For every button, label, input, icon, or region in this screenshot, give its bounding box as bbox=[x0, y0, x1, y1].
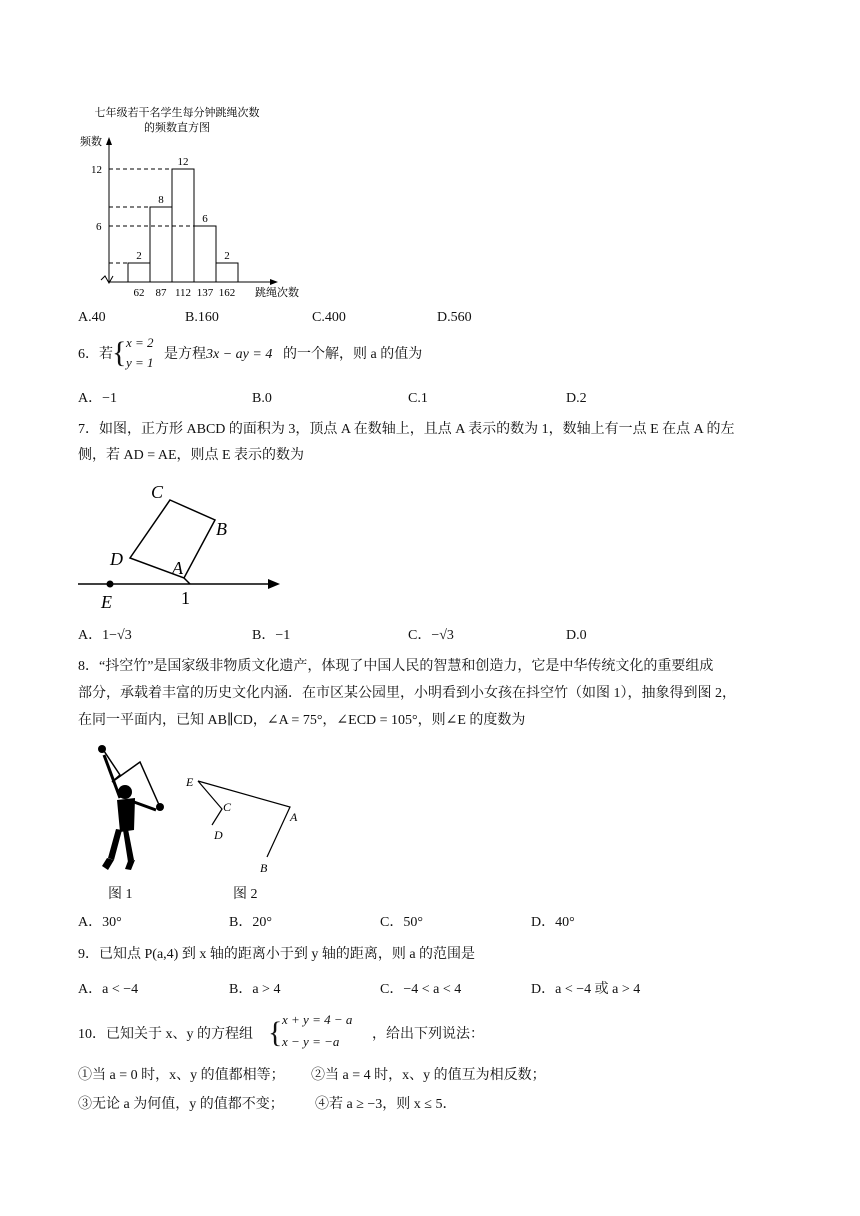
bar-62-87 bbox=[128, 263, 150, 282]
bar-137-162 bbox=[194, 226, 216, 282]
histogram-title-line1: 七年级若干名学生每分钟跳绳次数 bbox=[94, 107, 260, 119]
histogram-ylabel: 频数 bbox=[80, 136, 102, 148]
q10-system-line2: x − y = −a bbox=[282, 1034, 340, 1049]
label-c: C bbox=[151, 482, 164, 502]
fig2-label-c: C bbox=[223, 800, 232, 814]
q7-option-a[interactable]: A．1−√3 bbox=[78, 628, 132, 643]
y-axis-arrow bbox=[106, 137, 112, 145]
q7-option-c[interactable]: C．−√3 bbox=[408, 628, 454, 643]
histogram-title-line2: 的频数直方图 bbox=[144, 122, 210, 134]
q6-equation: 3x − ay = 4 bbox=[206, 347, 273, 362]
q8-option-b[interactable]: B．20° bbox=[229, 915, 272, 930]
xtick-137: 137 bbox=[196, 287, 214, 299]
fig2-label-a: A bbox=[290, 810, 298, 824]
q7-text-line2: 侧，若 AD = AE，则点 E 表示的数为 bbox=[78, 448, 305, 463]
q6-system-line1: x = 2 bbox=[126, 335, 154, 350]
point-a-to-axis bbox=[184, 578, 190, 584]
x-axis-arrow bbox=[270, 279, 278, 285]
q10-system-line1: x + y = 4 − a bbox=[282, 1012, 353, 1027]
histogram-figure bbox=[0, 0, 320, 310]
q5-option-a[interactable]: A.40 bbox=[78, 310, 106, 325]
q8-fig1-caption: 图 1 bbox=[108, 887, 133, 902]
q6-option-a[interactable]: A．−1 bbox=[78, 391, 118, 406]
q8-fig2-caption: 图 2 bbox=[233, 887, 258, 902]
q8-option-a[interactable]: A．30° bbox=[78, 915, 122, 930]
bar-label-5: 2 bbox=[224, 250, 230, 262]
fig2-label-b: B bbox=[260, 861, 268, 875]
girl-head bbox=[118, 785, 132, 799]
q9-option-c[interactable]: C．−4 < a < 4 bbox=[380, 982, 462, 997]
q7-figure bbox=[60, 470, 300, 620]
q6-option-b[interactable]: B.0 bbox=[252, 391, 272, 406]
q6-number: 6．若 bbox=[78, 347, 113, 362]
q7-text-line1: 7．如图，正方形 ABCD 的面积为 3，顶点 A 在数轴上，且点 A 表示的数为 1，数轴上有一点 E 在点 A 的左 bbox=[78, 422, 735, 437]
q6-text-end: 的一个解，则 a 的值为 bbox=[283, 347, 423, 362]
q9-option-b[interactable]: B．a > 4 bbox=[229, 982, 281, 997]
girl-leg-left bbox=[108, 829, 122, 860]
fig2-label-d: D bbox=[214, 828, 223, 842]
q6-option-c[interactable]: C.1 bbox=[408, 391, 428, 406]
girl-leg-right bbox=[123, 829, 134, 862]
q7-option-b[interactable]: B．−1 bbox=[252, 628, 291, 643]
q7-option-d[interactable]: D.0 bbox=[566, 628, 587, 643]
q9-text: 9．已知点 P(a,4) 到 x 轴的距离小于到 y 轴的距离，则 a 的范围是 bbox=[78, 947, 476, 962]
fig2-label-e: E bbox=[186, 775, 194, 789]
ytick-12: 12 bbox=[91, 164, 102, 176]
q10-system-brace: { bbox=[268, 1016, 283, 1049]
segment-e-a-b bbox=[198, 781, 290, 857]
girl-arm-right bbox=[134, 802, 156, 810]
q8-text-line3: 在同一平面内，已知 AB∥CD，∠A = 75°，∠ECD = 105°，则∠E 的度数为 bbox=[78, 713, 526, 728]
bar-162-187 bbox=[216, 263, 238, 282]
xtick-162: 162 bbox=[218, 287, 236, 299]
xtick-62: 62 bbox=[133, 287, 145, 299]
q10-statement-1: ①当 a = 0 时，x、y 的值都相等； bbox=[78, 1068, 285, 1083]
label-a: A bbox=[172, 558, 183, 578]
segment-e-c-d bbox=[198, 781, 222, 825]
girl-foot-right bbox=[125, 860, 135, 870]
q5-option-b[interactable]: B.160 bbox=[185, 310, 219, 325]
label-e: E bbox=[101, 592, 112, 612]
q10-statement-4: ④若 a ≥ −3，则 x ≤ 5． bbox=[315, 1097, 457, 1112]
q6-text-mid: 是方程 bbox=[164, 347, 206, 362]
bar-label-4: 6 bbox=[202, 213, 208, 225]
q6-system-brace: { bbox=[112, 336, 127, 369]
q5-option-d[interactable]: D.560 bbox=[437, 310, 472, 325]
q10-text-end: ，给出下列说法： bbox=[372, 1027, 484, 1042]
number-line-arrow bbox=[268, 579, 280, 589]
q10-statement-2: ②当 a = 4 时，x、y 的值互为相反数； bbox=[311, 1068, 546, 1083]
bar-87-112 bbox=[150, 207, 172, 282]
q5-option-c[interactable]: C.400 bbox=[312, 310, 346, 325]
q9-option-d[interactable]: D．a < −4 或 a > 4 bbox=[531, 982, 641, 997]
girl-foot-left bbox=[102, 858, 114, 870]
q8-text-line2: 部分，承载着丰富的历史文化内涵．在市区某公园里，小明看到小女孩在抖空竹（如图 1），抽象得到图 2， bbox=[78, 686, 736, 701]
q9-option-a[interactable]: A．a < −4 bbox=[78, 982, 139, 997]
girl-body bbox=[117, 798, 135, 832]
label-b: B bbox=[216, 519, 227, 539]
histogram-xlabel: 跳绳次数 bbox=[255, 287, 299, 299]
label-one: 1 bbox=[181, 588, 190, 608]
bar-label-2: 8 bbox=[158, 194, 164, 206]
q10-number: 10．已知关于 x、y 的方程组 bbox=[78, 1027, 253, 1042]
bar-label-3: 12 bbox=[177, 156, 189, 168]
point-e bbox=[107, 581, 114, 588]
q8-text-line1: 8．“抖空竹”是国家级非物质文化遗产，体现了中国人民的智慧和创造力，它是中华传统文化的重要组成 bbox=[78, 659, 714, 674]
q8-figure-2 bbox=[180, 765, 320, 885]
q10-statement-3: ③无论 a 为何值，y 的值都不变； bbox=[78, 1097, 284, 1112]
q8-figure-1-girl-diabolo bbox=[90, 740, 180, 880]
q6-system-line2: y = 1 bbox=[126, 355, 154, 370]
xtick-112: 112 bbox=[174, 287, 192, 299]
q8-option-c[interactable]: C．50° bbox=[380, 915, 423, 930]
bar-label-1: 2 bbox=[136, 250, 142, 262]
q8-option-d[interactable]: D．40° bbox=[531, 915, 575, 930]
label-d: D bbox=[110, 549, 123, 569]
xtick-87: 87 bbox=[155, 287, 167, 299]
q6-option-d[interactable]: D.2 bbox=[566, 391, 587, 406]
ytick-6: 6 bbox=[96, 221, 102, 233]
